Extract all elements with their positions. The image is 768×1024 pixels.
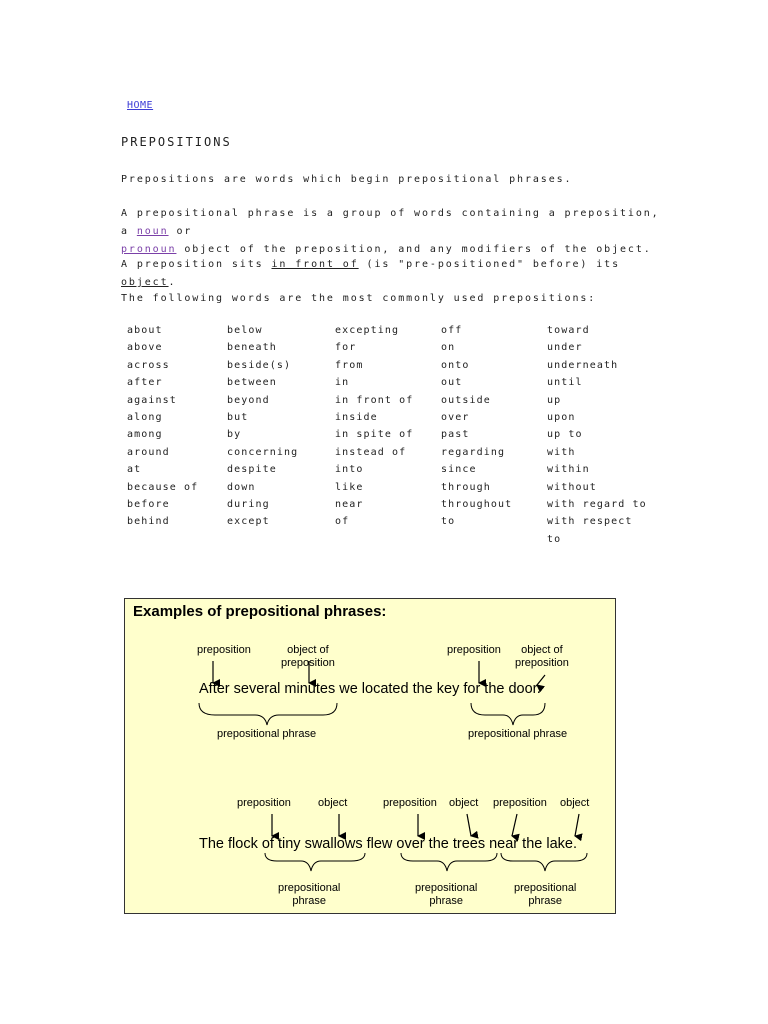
preposition-word: within <box>547 464 590 476</box>
figure-title: Examples of prepositional phrases: <box>133 603 387 620</box>
position-text-2: (is "pre-positioned" before) its <box>358 259 621 270</box>
preposition-word: in front of <box>335 394 414 406</box>
pronoun-link[interactable]: pronoun <box>121 244 177 255</box>
ex2-label-preposition-2: preposition <box>383 797 437 809</box>
preposition-word: during <box>227 499 270 511</box>
preposition-word: beyond <box>227 394 270 406</box>
home-link[interactable]: HOME <box>127 100 154 111</box>
preposition-word: across <box>127 359 170 371</box>
ex2-label-object-3: object <box>560 797 590 809</box>
preposition-word: past <box>441 429 470 441</box>
position-text-1: A preposition sits <box>121 259 272 270</box>
preposition-word: against <box>127 394 177 406</box>
preposition-word: off <box>441 325 463 336</box>
ex1-label-object-1-line1: object of <box>287 644 329 656</box>
preposition-word: under <box>547 342 583 354</box>
preposition-word: over <box>441 412 470 424</box>
preposition-word: to <box>547 533 562 545</box>
preposition-word: excepting <box>335 325 400 336</box>
ex1-brace-2 <box>471 703 545 725</box>
ex1-label-object-1 <box>281 644 335 670</box>
position-paragraph <box>121 256 661 292</box>
preposition-word: with <box>547 446 576 458</box>
prepositions-list <box>127 322 647 548</box>
preposition-word: of <box>335 516 350 528</box>
preposition-word: beside(s) <box>227 359 292 371</box>
prepositions-column-5 <box>547 322 647 548</box>
noun-link[interactable]: noun <box>136 226 169 237</box>
preposition-word: in spite of <box>335 429 414 441</box>
preposition-word: for <box>335 342 357 354</box>
preposition-word: underneath <box>547 359 619 371</box>
definition-text-2: or <box>168 226 193 237</box>
preposition-word: with regard to <box>547 499 647 511</box>
preposition-word: concerning <box>227 446 299 458</box>
ex2-label-phrase-3-line2: phrase <box>528 895 562 907</box>
ex2-sentence: The flock of tiny swallows flew over the trees near the lake. <box>199 836 577 852</box>
list-intro-paragraph: The following words are the most commonly used prepositions: <box>121 293 597 304</box>
preposition-word: about <box>127 325 163 336</box>
preposition-word: through <box>441 481 491 493</box>
definition-paragraph <box>121 205 661 259</box>
ex1-label-preposition-2: preposition <box>447 644 501 656</box>
ex2-brace-1 <box>265 853 365 871</box>
preposition-word: by <box>227 429 242 441</box>
prepositions-column-2 <box>227 322 335 548</box>
ex1-label-phrase-2: prepositional phrase <box>468 728 568 740</box>
preposition-word: throughout <box>441 499 513 511</box>
preposition-word: before <box>127 499 170 511</box>
position-text-3: . <box>168 277 177 288</box>
ex2-label-preposition-3: preposition <box>493 797 547 809</box>
preposition-word: inside <box>335 412 378 424</box>
ex2-arrow-object-3 <box>575 814 579 836</box>
ex2-label-phrase-2 <box>415 882 477 908</box>
definition-text-1: A prepositional phrase is a group of words containing a preposition, a <box>121 208 660 237</box>
preposition-word: down <box>227 481 256 493</box>
preposition-word: until <box>547 377 583 389</box>
page-title: PREPOSITIONS <box>121 135 232 149</box>
preposition-word: among <box>127 429 163 441</box>
preposition-word: to <box>441 516 456 528</box>
preposition-word: around <box>127 446 170 458</box>
ex2-arrow-preposition-3 <box>512 814 517 836</box>
preposition-word: onto <box>441 359 470 371</box>
ex2-brace-3 <box>501 853 587 871</box>
preposition-word: up <box>547 394 562 406</box>
preposition-word: above <box>127 342 163 354</box>
preposition-word: after <box>127 377 163 389</box>
preposition-word: like <box>335 481 364 493</box>
ex2-label-phrase-1-line1: prepositional <box>278 882 341 894</box>
ex1-label-object-2 <box>515 644 569 670</box>
preposition-word: regarding <box>441 446 506 458</box>
preposition-word: without <box>547 481 597 493</box>
preposition-word: below <box>227 325 263 336</box>
preposition-word: because of <box>127 481 199 493</box>
ex2-label-preposition-1: preposition <box>237 797 291 809</box>
preposition-word: in <box>335 377 350 389</box>
object-link[interactable]: object <box>121 277 169 288</box>
ex2-label-phrase-1-line2: phrase <box>292 895 326 907</box>
ex2-label-phrase-3 <box>514 882 576 908</box>
preposition-word: upon <box>547 412 576 424</box>
preposition-word: into <box>335 464 364 476</box>
preposition-word: at <box>127 464 142 476</box>
ex2-label-phrase-2-line1: prepositional <box>415 882 478 894</box>
preposition-word: since <box>441 464 477 476</box>
preposition-word: beneath <box>227 342 277 354</box>
preposition-word: from <box>335 359 364 371</box>
ex1-brace-1 <box>199 703 337 725</box>
ex2-label-object-2: object <box>449 797 479 809</box>
ex2-brace-2 <box>401 853 497 871</box>
preposition-word: along <box>127 412 163 424</box>
ex1-sentence: After several minutes we located the key for the door. <box>199 681 541 697</box>
preposition-word: toward <box>547 325 590 336</box>
prepositions-column-1 <box>127 322 227 548</box>
preposition-word: near <box>335 499 364 511</box>
ex1-label-object-2-line1: object of <box>521 644 563 656</box>
ex2-label-phrase-2-line2: phrase <box>429 895 463 907</box>
definition-text-3: object of the preposition, and any modifiers of the object. <box>176 244 652 255</box>
preposition-word: instead of <box>335 446 407 458</box>
preposition-word: up to <box>547 429 583 441</box>
intro-paragraph: Prepositions are words which begin prepositional phrases. <box>121 174 573 185</box>
preposition-word: out <box>441 377 463 389</box>
ex2-label-phrase-3-line1: prepositional <box>514 882 577 894</box>
ex2-label-phrase-1 <box>278 882 340 908</box>
prepositions-column-3 <box>335 322 441 548</box>
in-front-of-link[interactable]: in front of <box>271 259 359 270</box>
preposition-word: on <box>441 342 456 354</box>
examples-figure <box>124 598 616 914</box>
ex1-label-object-2-line2: preposition <box>515 657 569 669</box>
preposition-word: but <box>227 412 249 424</box>
ex2-label-object-1: object <box>318 797 348 809</box>
preposition-word: with respect <box>547 516 633 528</box>
ex1-label-preposition-1: preposition <box>197 644 251 656</box>
preposition-word: despite <box>227 464 277 476</box>
preposition-word: except <box>227 516 270 528</box>
preposition-word: behind <box>127 516 170 528</box>
preposition-word: outside <box>441 394 491 406</box>
prepositions-column-4 <box>441 322 547 548</box>
ex2-arrow-object-2 <box>467 814 471 836</box>
preposition-word: between <box>227 377 277 389</box>
ex1-label-object-1-line2: preposition <box>281 657 335 669</box>
ex1-label-phrase-1: prepositional phrase <box>217 728 317 740</box>
